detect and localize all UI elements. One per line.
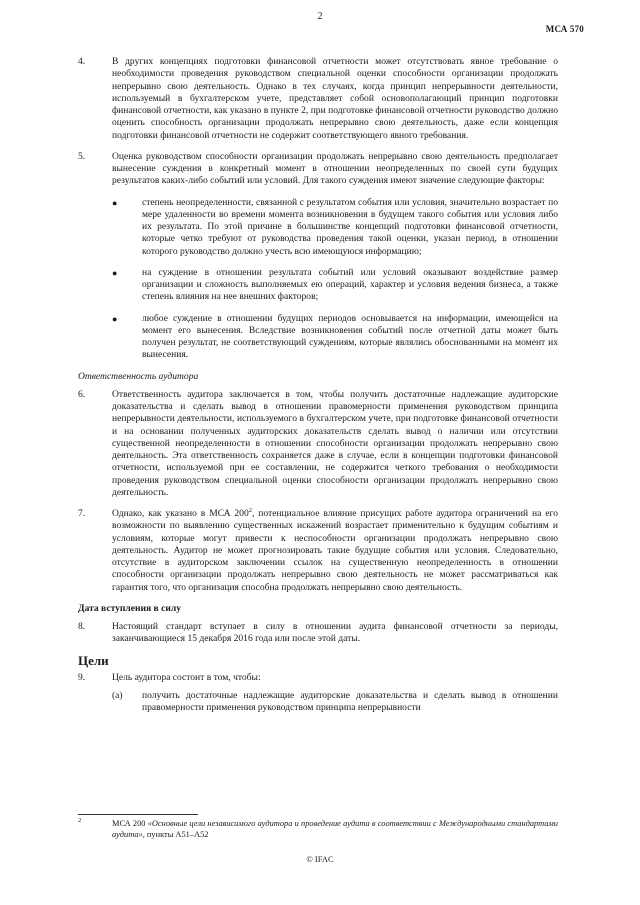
bullet-text: степень неопределенности, связанной с результатом события или условия, значительно возрастает по мере удаленности во времени момента возникновения в будущем такого события или условия либо их результата. По этой причине в большинстве концепций подготовки финансовой отчетности, которые четко требуют от руководства проведения такой оценки, указан период, в отношении которого руководство должно учесть всю имеющуюся информацию;	[142, 196, 558, 257]
paragraph-number: 9.	[78, 671, 86, 683]
paragraph-7	[78, 508, 558, 594]
paragraph-9	[78, 672, 558, 684]
paragraph-number: 6.	[78, 388, 86, 400]
paragraph-5	[78, 151, 558, 188]
paragraph-number: 7.	[78, 508, 86, 519]
sub-item-text: получить достаточные надлежащие аудиторские доказательства и сделать вывод в отношении правомерности применения руководством принципа непрерывности	[142, 690, 558, 714]
paragraph-6	[78, 389, 558, 499]
section-heading-auditor: Ответственность аудитора	[78, 370, 199, 382]
paragraph-8	[78, 621, 558, 646]
footnote-marker: 2	[78, 817, 82, 825]
section-heading-goals: Цели	[78, 652, 109, 668]
footnote-number	[78, 818, 112, 840]
page-number: 2	[317, 11, 323, 22]
bullet-icon: ●	[112, 313, 118, 324]
bullet-item	[112, 313, 558, 362]
paragraph-number: 4.	[78, 56, 86, 67]
paragraph-text: Оценка руководством способности организации продолжать непрерывно свою деятельность предполагает вынесение суждения в конкретный момент в отношении неопределенных по своей сути будущих результатов каких-либо событий или условий. Для такого суждения имеют значение следующие факторы:	[112, 150, 558, 187]
footnote-text-suffix: , пункты A51–A52	[142, 830, 209, 839]
standard-code: МСА 570	[545, 24, 584, 34]
bullet-text: любое суждение в отношении будущих периодов основывается на информации, имеющейся на момент его вынесения. Вследствие возникновения событий после отчетной даты может быть получен результат, не соответствующий суждениям, которые являлись обоснованными на момент их вынесения.	[142, 312, 558, 361]
paragraph-text: В других концепциях подготовки финансовой отчетности может отсутствовать явное требование о необходимости проведения руководством специальной оценки способности организации продолжать непрерывно свою деятельность. Однако в тех случаях, когда принцип непрерывности деятельности, используемый в бухгалтерском учете, представляет собой основополагающий принцип подготовки финансовой отчетности, как указано в пункте 2, при подготовке финансовой отчетности руководство должно оценить способность организации продолжать непрерывно свою деятельность, даже если концепция подготовки финансовой отчетности не содержит соответствующего явного требования.	[112, 56, 558, 141]
paragraph-text	[112, 508, 558, 594]
footnote-reference[interactable]: 2	[248, 506, 252, 514]
bullet-icon: ●	[112, 197, 118, 208]
bullet-item	[112, 267, 558, 304]
paragraph-text-part: , потенциальное влияние присущих работе аудитора ограничений на его возможности по выявлению существенных искажений возрастает применительно к будущим событиям и условиям, которые могут привести к неспособности организации продолжать непрерывно свою деятельность. Аудитор не может прогнозировать такие будущие события или условия. Следовательно, отсутствие в аудиторском заключении ссылок на существенную неопределенность в отношении способности организации продолжать непрерывно свою деятельность не может рассматриваться как гарантия того, что организация способна продолжать непрерывно свою деятельность.	[112, 508, 558, 593]
bullet-item	[112, 197, 558, 258]
paragraph-number: 5.	[78, 150, 86, 162]
footnote-text	[112, 818, 558, 840]
paragraph-text: Цель аудитора состоит в том, чтобы:	[112, 671, 261, 683]
footnote-divider	[78, 814, 198, 815]
main-content	[78, 56, 558, 715]
sub-item-a	[112, 690, 558, 715]
paragraph-number: 8.	[78, 621, 86, 632]
footnote-text-title: «Основные цели независимого аудитора и проведение аудита в соответствии с Международными стандартами аудита»	[112, 819, 558, 839]
footnote-text-prefix: МСА 200	[112, 819, 148, 828]
bullet-text: на суждение в отношении результата событий или условий оказывают воздействие размер организации и сложность выполняемых ею операций, характер и условия ведения бизнеса, а также степень влияния на нее внешних факторов;	[142, 266, 558, 303]
section-heading-effective-date: Дата вступления в силу	[78, 602, 181, 614]
paragraph-text: Настоящий стандарт вступает в силу в отношении аудита финансовой отчетности за периоды, заканчивающиеся 15 декабря 2016 года или после этой даты.	[112, 621, 558, 645]
paragraph-text-part: Однако, как указано в МСА 200	[112, 508, 249, 519]
paragraph-text: Ответственность аудитора заключается в том, чтобы получить достаточные надлежащие аудиторские доказательства и сделать вывод в отношении правомерности применения руководством принципа непрерывности деятельности, используемого в бухгалтерском учете, при подготовке финансовой отчетности и на основании полученных аудиторских доказательств сделать вывод о наличии или отсутствии существенной неопределенности в отношении способности организации продолжать непрерывно свою деятельность. Эта ответственность сохраняется даже в случае, если в концепции подготовки финансовой отчетности, используемой при ее составлении, не содержится четкого требования о необходимости проведения руководством специальной оценки способности организации продолжать непрерывно свою деятельность.	[112, 388, 558, 498]
page-footer: © IFAC	[306, 854, 334, 864]
footnote	[78, 818, 558, 840]
paragraph-4	[78, 56, 558, 142]
bullet-icon: ●	[112, 267, 118, 278]
sub-item-label: (a)	[112, 690, 123, 701]
